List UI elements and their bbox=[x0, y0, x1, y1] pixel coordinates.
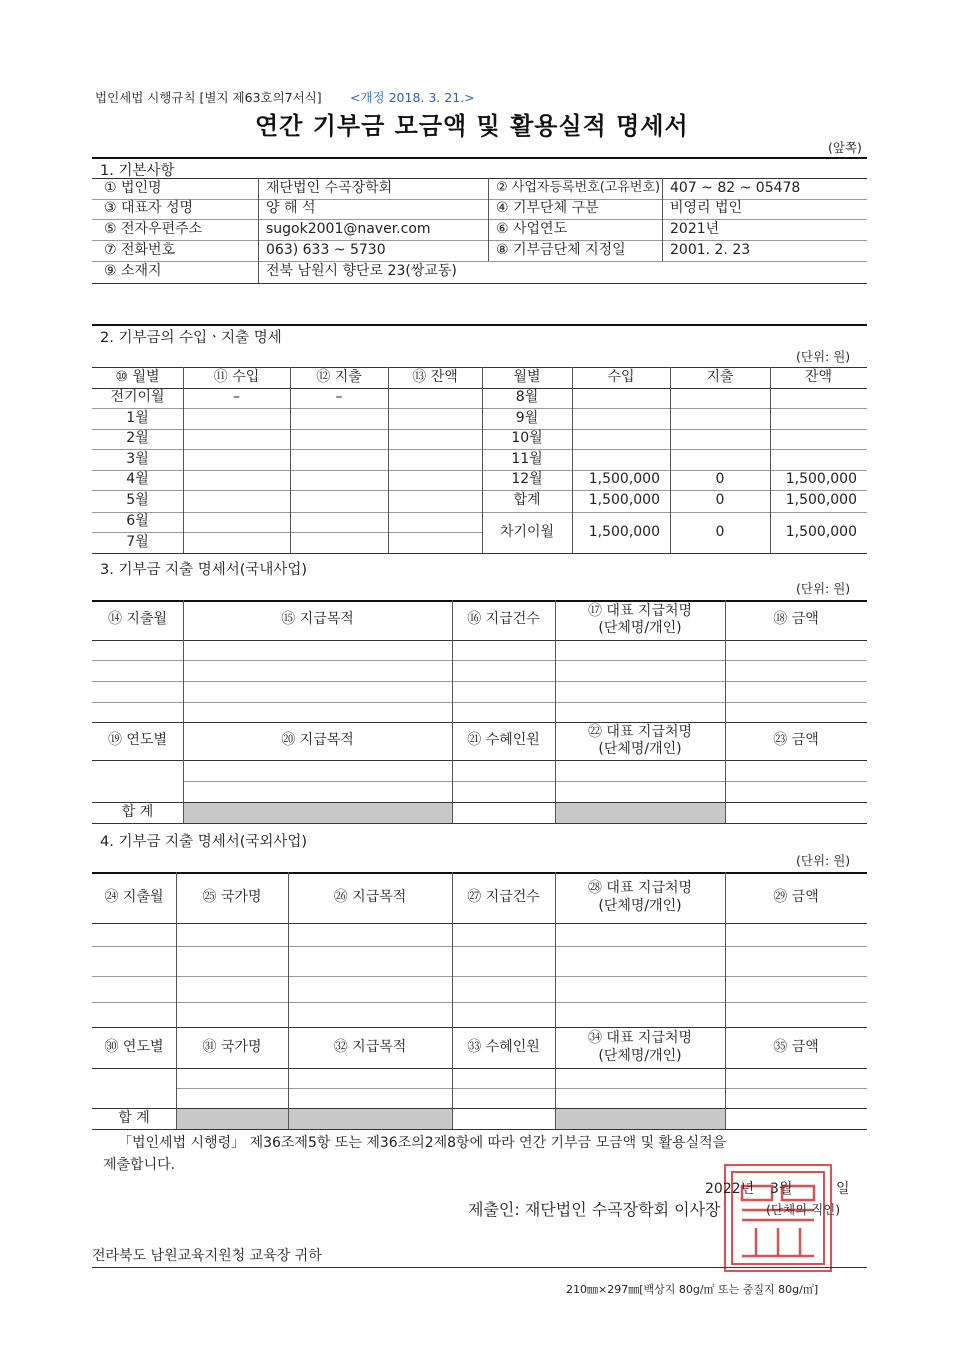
expense-cell bbox=[290, 408, 388, 429]
col-payee bbox=[555, 722, 725, 760]
col-year: ⑲ 연도별 bbox=[107, 732, 168, 749]
col-payee bbox=[555, 872, 725, 923]
representative-value: 양 해 석 bbox=[266, 200, 316, 217]
col-month: ⑩ 월별 bbox=[115, 368, 160, 385]
expense-cell bbox=[670, 408, 770, 429]
income-cell: 1,500,000 bbox=[588, 523, 660, 540]
month-cell: 1월 bbox=[126, 409, 149, 426]
col-amount: ㉟ 금액 bbox=[773, 1038, 819, 1055]
income-cell bbox=[183, 429, 290, 449]
col-expense-month: ⑭ 지출월 bbox=[107, 611, 168, 628]
org-type-label: ④ 기부단체 구분 bbox=[496, 200, 599, 217]
address-label: ⑨ 소재지 bbox=[104, 263, 162, 280]
month-cell: 7월 bbox=[126, 533, 149, 550]
col-amount: ㉙ 금액 bbox=[773, 888, 819, 905]
business-number-value: 407 ~ 82 ~ 05478 bbox=[670, 179, 801, 196]
expense-cell bbox=[290, 429, 388, 449]
section1-title: 1. 기본사항 bbox=[100, 163, 175, 179]
col-payment-count: ㉗ 지급건수 bbox=[467, 888, 540, 905]
expense-cell bbox=[290, 449, 388, 470]
col-beneficiaries: ㉝ 수혜인원 bbox=[467, 1038, 540, 1055]
payee-sub-label: (단체명/개인) bbox=[598, 741, 682, 757]
balance-cell bbox=[388, 449, 482, 470]
section2-unit: (단위: 원) bbox=[796, 349, 851, 364]
col-payee bbox=[555, 1027, 725, 1068]
expense-cell bbox=[670, 429, 770, 449]
balance-cell bbox=[770, 449, 867, 470]
income-cell: 1,500,000 bbox=[588, 471, 660, 488]
month-cell: 합계 bbox=[513, 492, 541, 509]
col-year: ㉚ 연도별 bbox=[104, 1038, 164, 1055]
designation-date-value: 2001. 2. 23 bbox=[670, 241, 751, 258]
payee-sub-label: (단체명/개인) bbox=[598, 620, 682, 636]
section3-title: 3. 기부금 지출 명세서(국내사업) bbox=[100, 562, 308, 578]
payee-sub-label: (단체명/개인) bbox=[598, 897, 682, 914]
col-balance: ⑬ 잔액 bbox=[412, 368, 458, 385]
expense-cell bbox=[290, 512, 388, 532]
income-cell bbox=[183, 490, 290, 512]
corp-name-label: ① 법인명 bbox=[104, 179, 162, 196]
income-cell bbox=[183, 470, 290, 490]
col-expense-2: 지출 bbox=[706, 368, 734, 385]
date-year: 2022년 bbox=[705, 1181, 755, 1197]
date-day: 일 bbox=[836, 1181, 850, 1197]
month-cell: 4월 bbox=[126, 471, 149, 488]
balance-cell bbox=[388, 490, 482, 512]
month-cell: 9월 bbox=[515, 409, 539, 426]
business-number-label: ② 사업자등록번호(고유번호) bbox=[496, 180, 661, 196]
income-cell bbox=[183, 449, 290, 470]
col-purpose: ㉖ 지급목적 bbox=[333, 888, 407, 905]
corp-name-value: 재단법인 수곡장학회 bbox=[266, 179, 393, 196]
balance-cell bbox=[388, 470, 482, 490]
recipient: 전라북도 남원교육지원청 교육장 귀하 bbox=[92, 1248, 322, 1264]
month-cell: 11월 bbox=[511, 450, 543, 467]
month-cell: 12월 bbox=[511, 471, 543, 488]
balance-cell bbox=[388, 408, 482, 429]
month-cell: 2월 bbox=[126, 430, 149, 447]
domestic-total-label: 합 계 bbox=[121, 803, 154, 820]
balance-cell bbox=[770, 429, 867, 449]
page-title: 연간 기부금 모금액 및 활용실적 명세서 bbox=[255, 112, 689, 140]
section3-unit: (단위: 원) bbox=[796, 581, 851, 596]
balance-cell bbox=[770, 408, 867, 429]
balance-cell bbox=[388, 512, 482, 532]
payee-label: ㉞ 대표 지급처명 bbox=[587, 1030, 693, 1046]
representative-label: ③ 대표자 성명 bbox=[104, 200, 194, 217]
payee-label: ⑰ 대표 지급처명 bbox=[587, 602, 693, 619]
income-cell bbox=[183, 532, 290, 553]
income-cell bbox=[572, 388, 670, 408]
col-month-2: 월별 bbox=[513, 368, 541, 385]
submitter-line: 제출인: 재단법인 수곡장학회 이사장 bbox=[468, 1200, 721, 1219]
email-value: sugok2001@naver.com bbox=[266, 220, 431, 237]
page-side-label: (앞쪽) bbox=[828, 140, 862, 155]
form-regulation: 법인세법 시행규칙 [별지 제63호의7서식] bbox=[95, 90, 322, 105]
col-beneficiaries: ㉑ 수혜인원 bbox=[467, 732, 540, 749]
phone-value: 063) 633 ~ 5730 bbox=[266, 241, 386, 258]
col-expense: ⑫ 지출 bbox=[316, 368, 362, 385]
balance-cell: 1,500,000 bbox=[785, 523, 857, 540]
balance-cell bbox=[770, 388, 867, 408]
fiscal-year-value: 2021년 bbox=[670, 220, 720, 237]
balance-cell: 1,500,000 bbox=[785, 471, 857, 488]
paper-spec: 210㎜×297㎜[백상지 80g/㎡ 또는 중질지 80g/㎡] bbox=[566, 1283, 819, 1296]
col-country: ㉛ 국가명 bbox=[202, 1038, 262, 1055]
balance-cell bbox=[388, 388, 482, 408]
col-amount: ㉓ 금액 bbox=[773, 732, 819, 749]
month-cell: 전기이월 bbox=[110, 389, 165, 406]
col-country: ㉕ 국가명 bbox=[202, 888, 262, 905]
expense-cell: 0 bbox=[715, 492, 725, 509]
col-payee bbox=[555, 600, 725, 640]
fiscal-year-label: ⑥ 사업연도 bbox=[496, 220, 568, 237]
expense-cell bbox=[670, 388, 770, 408]
form-revision: <개정 2018. 3. 21.> bbox=[350, 90, 475, 105]
section4-title: 4. 기부금 지출 명세서(국외사업) bbox=[100, 834, 308, 850]
expense-cell: – bbox=[335, 389, 343, 406]
balance-cell bbox=[388, 532, 482, 553]
col-purpose: ⑮ 지급목적 bbox=[281, 611, 354, 628]
expense-cell: 0 bbox=[715, 471, 725, 488]
email-label: ⑤ 전자우편주소 bbox=[104, 220, 203, 237]
payee-label: ㉒ 대표 지급처명 bbox=[587, 723, 693, 740]
expense-cell bbox=[290, 532, 388, 553]
income-cell bbox=[572, 449, 670, 470]
expense-cell bbox=[290, 470, 388, 490]
org-type-value: 비영리 법인 bbox=[670, 200, 743, 217]
balance-cell bbox=[388, 429, 482, 449]
income-cell bbox=[183, 512, 290, 532]
income-cell bbox=[183, 408, 290, 429]
expense-cell: 0 bbox=[715, 523, 725, 540]
month-cell: 8월 bbox=[515, 389, 539, 406]
payee-sub-label: (단체명/개인) bbox=[598, 1047, 682, 1064]
col-expense-month: ㉔ 지출월 bbox=[104, 888, 164, 905]
overseas-total-label: 합 계 bbox=[118, 1109, 150, 1126]
income-cell: – bbox=[233, 389, 240, 406]
address-value: 전북 남원시 향단로 23(쌍교동) bbox=[266, 263, 457, 280]
expense-cell bbox=[670, 449, 770, 470]
col-balance-2: 잔액 bbox=[804, 368, 833, 385]
designation-date-label: ⑧ 기부금단체 지정일 bbox=[496, 241, 626, 258]
col-purpose: ㉜ 지급목적 bbox=[333, 1038, 407, 1055]
phone-label: ⑦ 전화번호 bbox=[104, 241, 176, 258]
payee-label: ㉘ 대표 지급처명 bbox=[587, 880, 693, 896]
balance-cell: 1,500,000 bbox=[785, 492, 857, 509]
date-month: 3월 bbox=[770, 1181, 793, 1197]
expense-cell bbox=[290, 490, 388, 512]
section4-unit: (단위: 원) bbox=[796, 853, 851, 868]
month-cell: 10월 bbox=[511, 430, 543, 447]
income-cell bbox=[572, 408, 670, 429]
month-cell: 5월 bbox=[126, 492, 149, 509]
col-income: ⑪ 수입 bbox=[213, 368, 260, 385]
section2-title: 2. 기부금의 수입ㆍ지출 명세 bbox=[100, 330, 282, 346]
income-cell bbox=[572, 429, 670, 449]
seal-note: (단체의 직인) bbox=[766, 1202, 841, 1217]
month-cell: 차기이월 bbox=[499, 523, 555, 540]
month-cell: 6월 bbox=[126, 513, 149, 530]
statement-line-1: 「법인세법 시행령」 제36조제5항 또는 제36조의2제8항에 따라 연간 기부금 모금액 및 활용실적을 bbox=[118, 1135, 727, 1151]
col-amount: ⑱ 금액 bbox=[773, 611, 819, 628]
month-cell: 3월 bbox=[126, 450, 149, 467]
col-purpose: ⑳ 지급목적 bbox=[281, 732, 354, 749]
col-income-2: 수입 bbox=[607, 368, 635, 385]
statement-line-2: 제출합니다. bbox=[103, 1157, 176, 1173]
col-payment-count: ⑯ 지급건수 bbox=[467, 611, 540, 628]
income-cell: 1,500,000 bbox=[588, 492, 660, 509]
